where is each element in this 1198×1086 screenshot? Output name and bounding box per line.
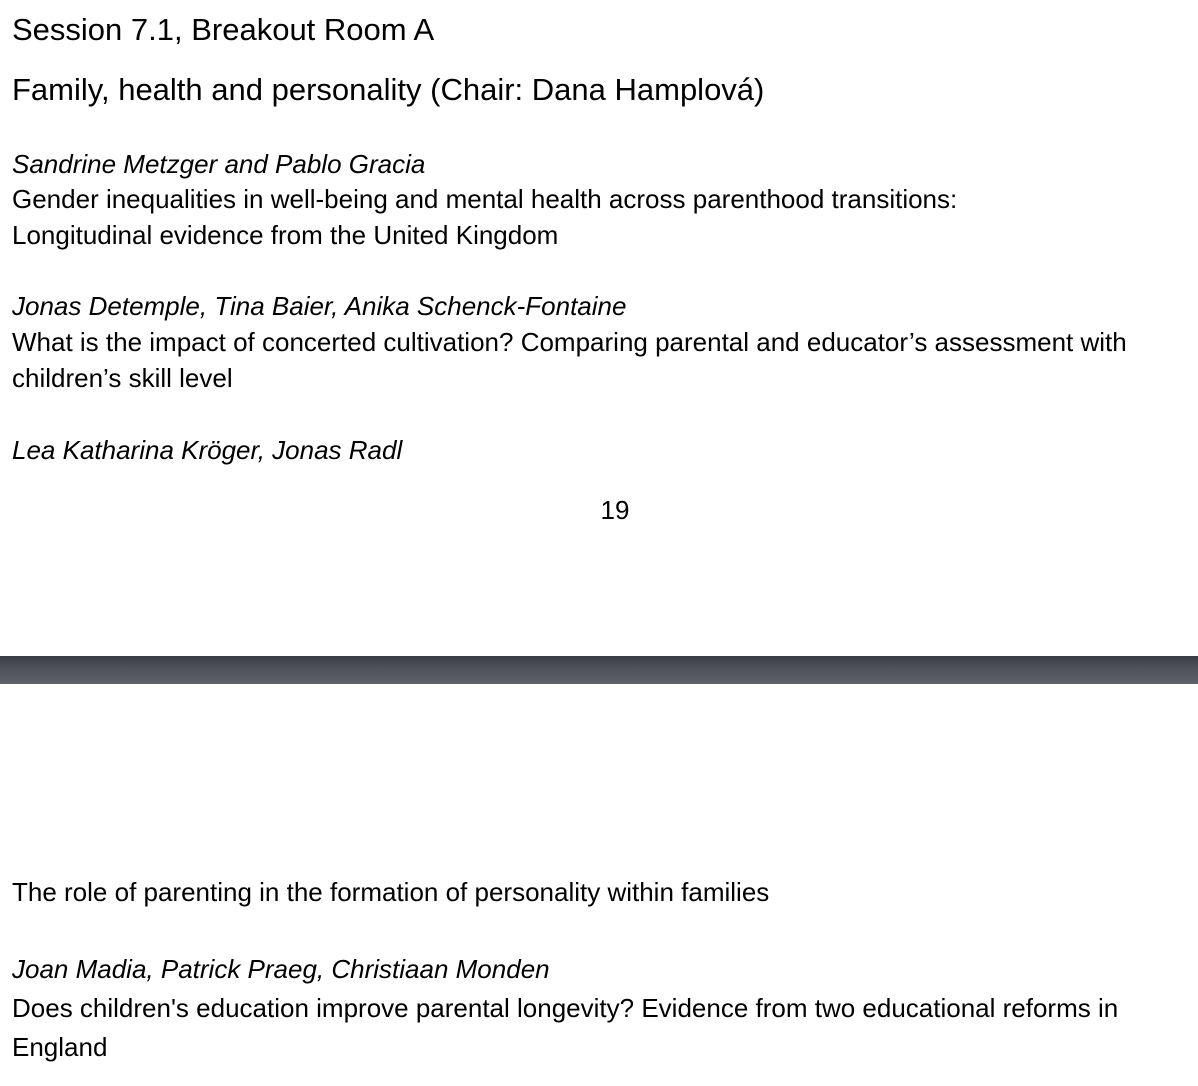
document-page-20 <box>0 684 1198 1086</box>
paper-4-title-line-1: Does children's education improve parental longevity? Evidence from two educational reforms in <box>12 993 1119 1023</box>
paper-1-title-line-2: Longitudinal evidence from the United Kingdom <box>12 220 559 250</box>
paper-2-title-line-2: children’s skill level <box>12 363 233 393</box>
panel-title: Family, health and personality (Chair: Dana Hamplová) <box>12 72 765 107</box>
paper-4-authors: Joan Madia, Patrick Praeg, Christiaan Monden <box>12 954 550 984</box>
paper-4-title-line-2: England <box>12 1032 108 1062</box>
paper-1-title-line-1: Gender inequalities in well-being and mental health across parenthood transitions: <box>12 184 958 214</box>
paper-2-title-line-1: What is the impact of concerted cultivation? Comparing parental and educator’s assessment with <box>12 327 1127 357</box>
paper-1-authors: Sandrine Metzger and Pablo Gracia <box>12 149 426 179</box>
page-break-divider <box>0 656 1198 684</box>
paper-2-authors: Jonas Detemple, Tina Baier, Anika Schenck-Fontaine <box>12 291 627 321</box>
paper-3-title: The role of parenting in the formation of personality within families <box>12 877 770 907</box>
page-number: 19 <box>600 495 630 525</box>
session-title: Session 7.1, Breakout Room A <box>12 12 435 47</box>
paper-3-authors: Lea Katharina Kröger, Jonas Radl <box>12 435 403 465</box>
